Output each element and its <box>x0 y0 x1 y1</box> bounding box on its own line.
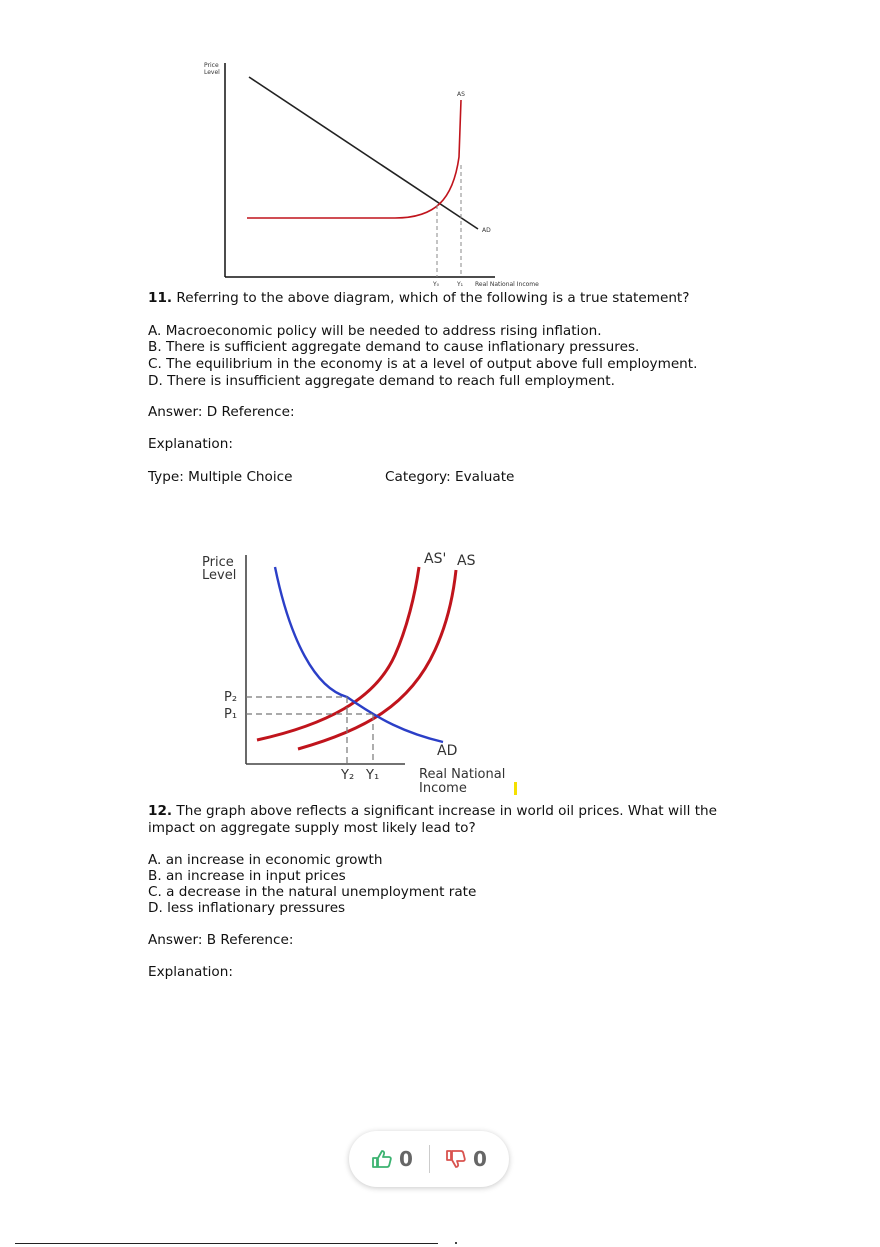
chart-1-as-label: AS <box>457 91 465 98</box>
thumbs-down-button[interactable] <box>445 1131 487 1187</box>
chart-2-xlabel-1: Real National <box>419 767 506 782</box>
footer-dot <box>455 1242 457 1244</box>
option-a: A. Macroeconomic policy will be needed to address rising inflation. <box>148 323 602 339</box>
option-c: C. a decrease in the natural unemployment rate <box>148 884 477 900</box>
option-a: A. an increase in economic growth <box>148 852 383 868</box>
question-11 <box>148 290 689 306</box>
answer-line: Answer: B Reference: <box>148 932 294 948</box>
question-text-line2: impact on aggregate supply most likely lead to? <box>148 820 476 836</box>
answer-line: Answer: D Reference: <box>148 404 295 420</box>
chart-2-ylabel-2: Level <box>202 568 237 583</box>
chart-2 <box>195 540 535 800</box>
chart-2-y1-label: Y₁ <box>366 768 380 783</box>
vote-divider <box>429 1145 430 1173</box>
thumbs-down-count: 0 <box>473 1147 487 1171</box>
chart-2-ylabel-1: Price <box>202 555 234 570</box>
chart-2-as-curve <box>298 570 456 749</box>
chart-1-x-tick-y1: Y₁ <box>457 281 464 288</box>
thumbs-up-button[interactable] <box>371 1131 413 1187</box>
category-line: Category: Evaluate <box>385 469 515 485</box>
question-12 <box>148 803 717 819</box>
chart-1-ad-line <box>249 77 478 229</box>
type-line: Type: Multiple Choice <box>148 469 293 485</box>
thumbs-down-icon <box>445 1149 467 1169</box>
chart-2-p1-label: P₁ <box>224 707 238 722</box>
option-b: B. an increase in input prices <box>148 868 346 884</box>
chart-2-as-label: AS <box>457 553 476 569</box>
option-b: B. There is sufficient aggregate demand to cause inflationary pressures. <box>148 339 640 355</box>
footer-divider <box>15 1243 438 1244</box>
chart-1-x-tick-y0: Y₀ <box>433 281 440 288</box>
chart-1-xlabel: Real National Income <box>475 281 539 288</box>
chart-2-ad-curve <box>275 567 443 742</box>
chart-2-xlabel-2: Income <box>419 781 467 796</box>
chart-1-ylabel-2: Level <box>204 69 220 76</box>
chart-1-ylabel-1: Price <box>204 62 219 69</box>
explanation-line: Explanation: <box>148 964 233 980</box>
question-text: Referring to the above diagram, which of the following is a true statement? <box>176 290 690 306</box>
question-text-line1: The graph above reflects a significant increase in world oil prices. What will the <box>176 803 718 819</box>
chart-2-y2-label: Y₂ <box>341 768 355 783</box>
thumbs-up-count: 0 <box>399 1147 413 1171</box>
option-d: D. There is insufficient aggregate demand to reach full employment. <box>148 373 615 389</box>
option-d: D. less inflationary pressures <box>148 900 346 916</box>
highlight-mark <box>514 782 517 795</box>
thumbs-up-icon <box>371 1149 393 1169</box>
vote-bar <box>349 1131 509 1187</box>
chart-1-ad-label: AD <box>482 227 491 234</box>
question-number: 11. <box>148 290 173 306</box>
option-c: C. The equilibrium in the economy is at a level of output above full employment. <box>148 356 698 372</box>
explanation-line: Explanation: <box>148 436 233 452</box>
chart-2-p2-label: P₂ <box>224 690 238 705</box>
chart-2-ad-label: AD <box>437 743 458 759</box>
chart-1-as-curve <box>247 100 461 218</box>
chart-2-as-prime-label: AS' <box>424 551 447 567</box>
question-number: 12. <box>148 803 173 819</box>
chart-1 <box>195 55 555 295</box>
